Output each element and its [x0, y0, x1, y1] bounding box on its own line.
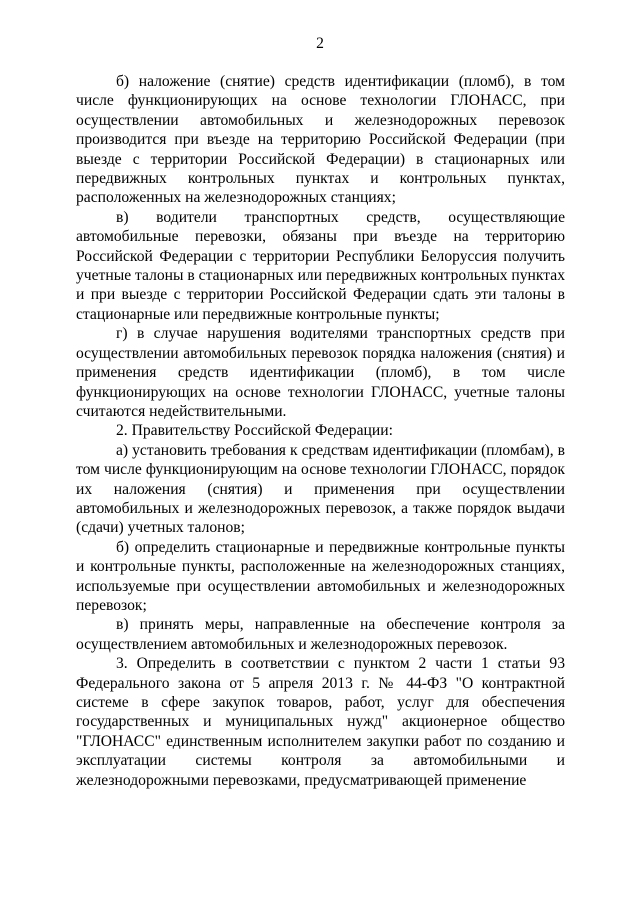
paragraph-2v-control-measures: в) принять меры, направленные на обеспечение контроля за осуществлением автомобильных и железнодорожных перевозок. [76, 616, 565, 653]
paragraph-2b-control-points: б) определить стационарные и передвижные контрольные пункты и контрольные пункты, расположенные на железнодорожных станциях, используемые при осуществлении автомобильных и железнодорожных перевозок; [76, 538, 565, 614]
paragraph-b-seal-application: б) наложение (снятие) средств идентификации (пломб), в том числе функционирующих на основе технологии ГЛОНАСС, при осуществлении автомобильных и железнодорожных перевозок производится при въезде на территорию Российской Федерации (при выезде с территории Российской Федерации) в стационарных или передвижных контрольных пунктах и контрольных пунктах, расположенных на железнодорожных станциях; [76, 73, 565, 207]
page-number: 2 [316, 35, 324, 52]
document-body [76, 72, 565, 790]
paragraph-g-violation-consequences: г) в случае нарушения водителями транспортных средств при осуществлении автомобильных перевозок порядка наложения (снятия) и применения средств идентификации (пломб), в том числе функционирующих на основе технологии ГЛОНАСС, учетные талоны считаются недействительными. [76, 325, 565, 420]
paragraph-2-government-heading: 2. Правительству Российской Федерации: [116, 422, 393, 440]
paragraph-v-driver-obligations: в) водители транспортных средств, осуществляющие автомобильные перевозки, обязаны при въезде на территорию Российской Федерации с территории Республики Белоруссия получить учетные талоны в стационарных или передвижных контрольных пунктах и при выезде с территории Российской Федерации сдать эти талоны в стационарные или передвижные контрольные пункты; [76, 208, 565, 323]
paragraph-2a-requirements: а) установить требования к средствам идентификации (пломбам), в том числе функционирующим на основе технологии ГЛОНАСС, порядок их наложения (снятия) и применения при осуществлении автомобильных и железнодорожных перевозок, а также порядок выдачи (сдачи) учетных талонов; [76, 441, 565, 537]
paragraph-3-glonass-contractor: 3. Определить в соответствии с пунктом 2 части 1 статьи 93 Федерального закона от 5 апреля 2013 г. № 44-ФЗ "О контрактной системе в сфере закупок товаров, работ, услуг для обеспечения государственных и муниципальных нужд" акционерное общество "ГЛОНАСС" единственным исполнителем закупки работ по созданию и эксплуатации системы контроля за автомобильными и железнодорожными перевозками, предусматривающей применение [76, 655, 565, 789]
